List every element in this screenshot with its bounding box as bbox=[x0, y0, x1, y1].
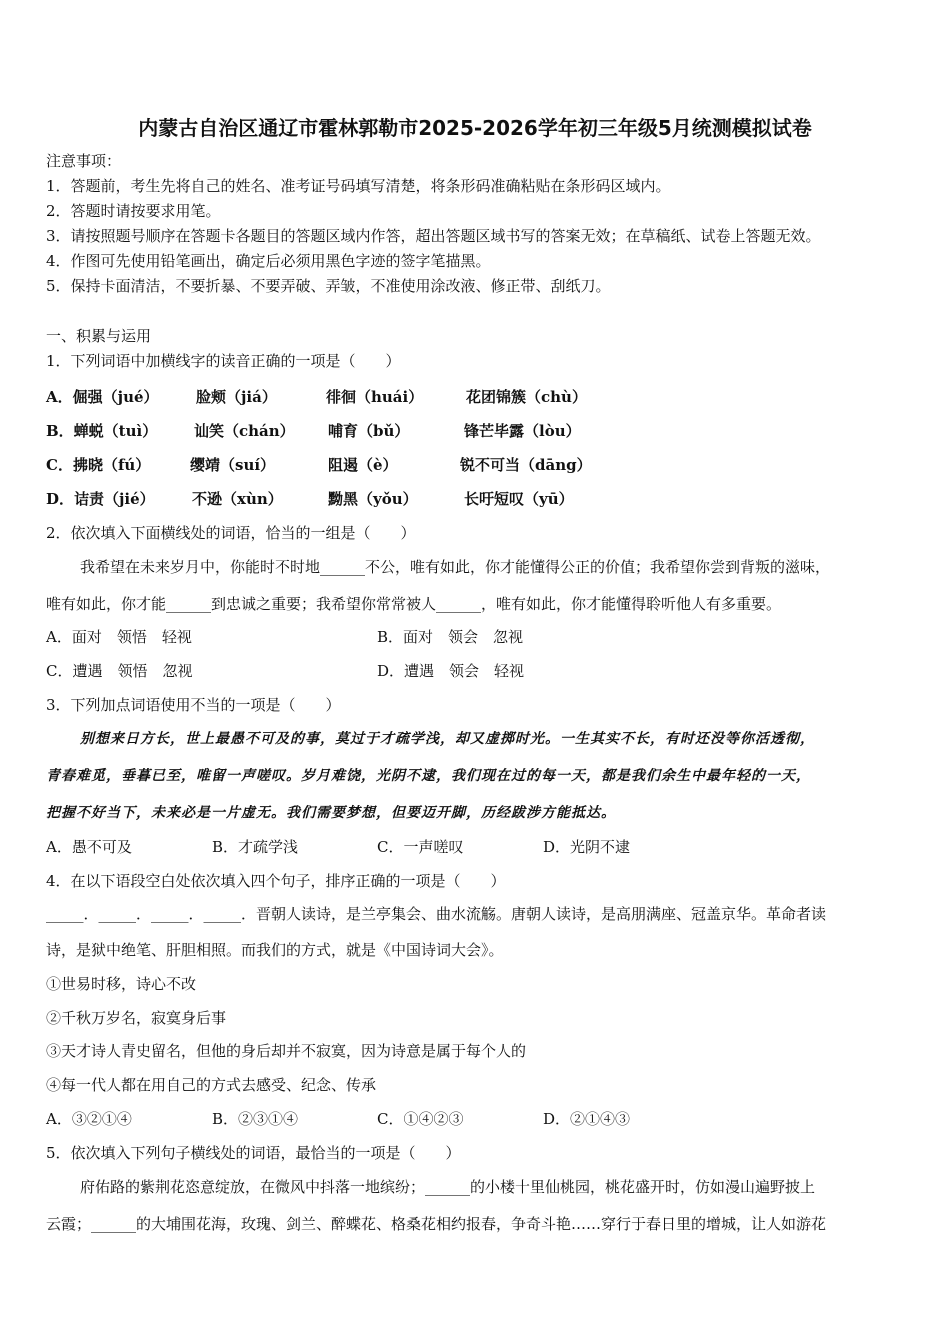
option-a-4: 花团锦簇（chù） bbox=[466, 388, 587, 406]
sentence-item: ③天才诗人青史留名，但他的身后却并不寂寞，因为诗意是属于每个人的 bbox=[46, 1042, 527, 1060]
question-4-stem: 4．在以下语段空白处依次填入四个句子，排序正确的一项是（ ） bbox=[46, 872, 506, 890]
option-b-2: 讪笑（chán） bbox=[194, 422, 295, 440]
option-c-4: 锐不可当（dāng） bbox=[460, 456, 592, 474]
option-d-2: 不逊（xùn） bbox=[192, 490, 283, 508]
sentence-item: ②千秋万岁名，寂寞身后事 bbox=[46, 1009, 227, 1027]
notice-item: 2．答题时请按要求用笔。 bbox=[46, 202, 221, 220]
question-4-text: 诗，是狱中绝笔、肝胆相照。而我们的方式，就是《中国诗词大会》。 bbox=[46, 941, 504, 959]
option-d-3: 黝黑（yǒu） bbox=[328, 490, 418, 508]
option-a: A．面对 领悟 轻视 bbox=[46, 628, 192, 646]
option-b: B．②③①④ bbox=[212, 1110, 299, 1128]
question-2-text: 我希望在未来岁月中，你能时不时地______不公，唯有如此，你才能懂得公正的价值；我希望你尝到背叛的滋味， bbox=[80, 558, 831, 576]
question-5-text: 云霞；______的大埔围花海，玫瑰、剑兰、醉蝶花、格桑花相约报春，争奇斗艳……穿行于春日里的增城，让人如游花 bbox=[46, 1215, 827, 1233]
option-a-1: A．倔强（jué） bbox=[46, 388, 159, 406]
question-1-stem: 1．下列词语中加横线字的读音正确的一项是（ ） bbox=[46, 352, 401, 370]
notice-item: 3．请按照题号顺序在答题卡各题目的答题区域内作答，超出答题区域书写的答案无效；在草稿纸、试卷上答题无效。 bbox=[46, 227, 821, 245]
question-3-text: 别想来日方长，世上最愚不可及的事，莫过于才疏学浅，却又虚掷时光。一生其实不长，有时还没等你活透彻， bbox=[80, 731, 815, 747]
notice-heading: 注意事项： bbox=[46, 152, 122, 170]
question-3-stem: 3．下列加点词语使用不当的一项是（ ） bbox=[46, 696, 341, 714]
question-5-stem: 5．依次填入下列句子横线处的词语，最恰当的一项是（ ） bbox=[46, 1144, 461, 1162]
question-3-text: 把握不好当下，未来必是一片虚无。我们需要梦想，但要迈开脚，历经跋涉方能抵达。 bbox=[46, 805, 616, 821]
option-c: C．一声嗟叹 bbox=[377, 838, 464, 856]
question-4-text: _____．_____．_____．_____．晋朝人读诗，是兰亭集会、曲水流觞。唐朝人读诗，是高朋满座、冠盖京华。革命者读 bbox=[46, 905, 827, 923]
option-c-1: C．拂晓（fú） bbox=[46, 456, 151, 474]
option-c-3: 阻遏（è） bbox=[328, 456, 398, 474]
option-d-1: D．诘责（jié） bbox=[46, 490, 155, 508]
option-d: D．光阴不逮 bbox=[543, 838, 631, 856]
option-d: D．②①④③ bbox=[543, 1110, 631, 1128]
sentence-item: ①世易时移，诗心不改 bbox=[46, 975, 197, 993]
option-c: C．遭遇 领悟 忽视 bbox=[46, 662, 193, 680]
option-c: C．①④②③ bbox=[377, 1110, 464, 1128]
option-a: A．③②①④ bbox=[46, 1110, 132, 1128]
option-a: A．愚不可及 bbox=[46, 838, 132, 856]
option-b-3: 哺育（bǔ） bbox=[328, 422, 410, 440]
question-5-text: 府佑路的紫荆花恣意绽放，在微风中抖落一地缤纷；______的小楼十里仙桃园，桃花盛开时，仿如漫山遍野披上 bbox=[80, 1178, 816, 1196]
notice-item: 5．保持卡面清洁，不要折暴、不要弄破、弄皱，不准使用涂改液、修正带、刮纸刀。 bbox=[46, 277, 611, 295]
section-heading: 一、积累与运用 bbox=[46, 327, 152, 345]
option-a-3: 徘徊（huái） bbox=[326, 388, 424, 406]
question-3-text: 青春难觅，垂暮已至，唯留一声嗟叹。岁月难饶，光阴不逮，我们现在过的每一天，都是我们余生中最年轻的一天， bbox=[46, 768, 811, 784]
option-d: D．遭遇 领会 轻视 bbox=[377, 662, 525, 680]
option-b: B．才疏学浅 bbox=[212, 838, 299, 856]
question-2-stem: 2．依次填入下面横线处的词语，恰当的一组是（ ） bbox=[46, 524, 416, 542]
question-2-text: 唯有如此，你才能______到忠诚之重要；我希望你常常被人______，唯有如此，你才能懂得聆听他人有多重要。 bbox=[46, 595, 782, 613]
option-b-4: 锋芒毕露（lòu） bbox=[464, 422, 581, 440]
page-title: 内蒙古自治区通辽市霍林郭勒市2025-2026学年初三年级5月统测模拟试卷 bbox=[138, 116, 812, 140]
option-a-2: 脸颊（jiá） bbox=[196, 388, 277, 406]
option-d-4: 长吁短叹（yū） bbox=[464, 490, 574, 508]
notice-item: 4．作图可先使用铅笔画出，确定后必须用黑色字迹的签字笔描黑。 bbox=[46, 252, 491, 270]
option-b-1: B．蝉蜕（tuì） bbox=[46, 422, 158, 440]
sentence-item: ④每一代人都在用自己的方式去感受、纪念、传承 bbox=[46, 1076, 377, 1094]
option-b: B．面对 领会 忽视 bbox=[377, 628, 524, 646]
option-c-2: 缨靖（suí） bbox=[190, 456, 276, 474]
notice-item: 1．答题前，考生先将自己的姓名、准考证号码填写清楚，将条形码准确粘贴在条形码区域内。 bbox=[46, 177, 671, 195]
